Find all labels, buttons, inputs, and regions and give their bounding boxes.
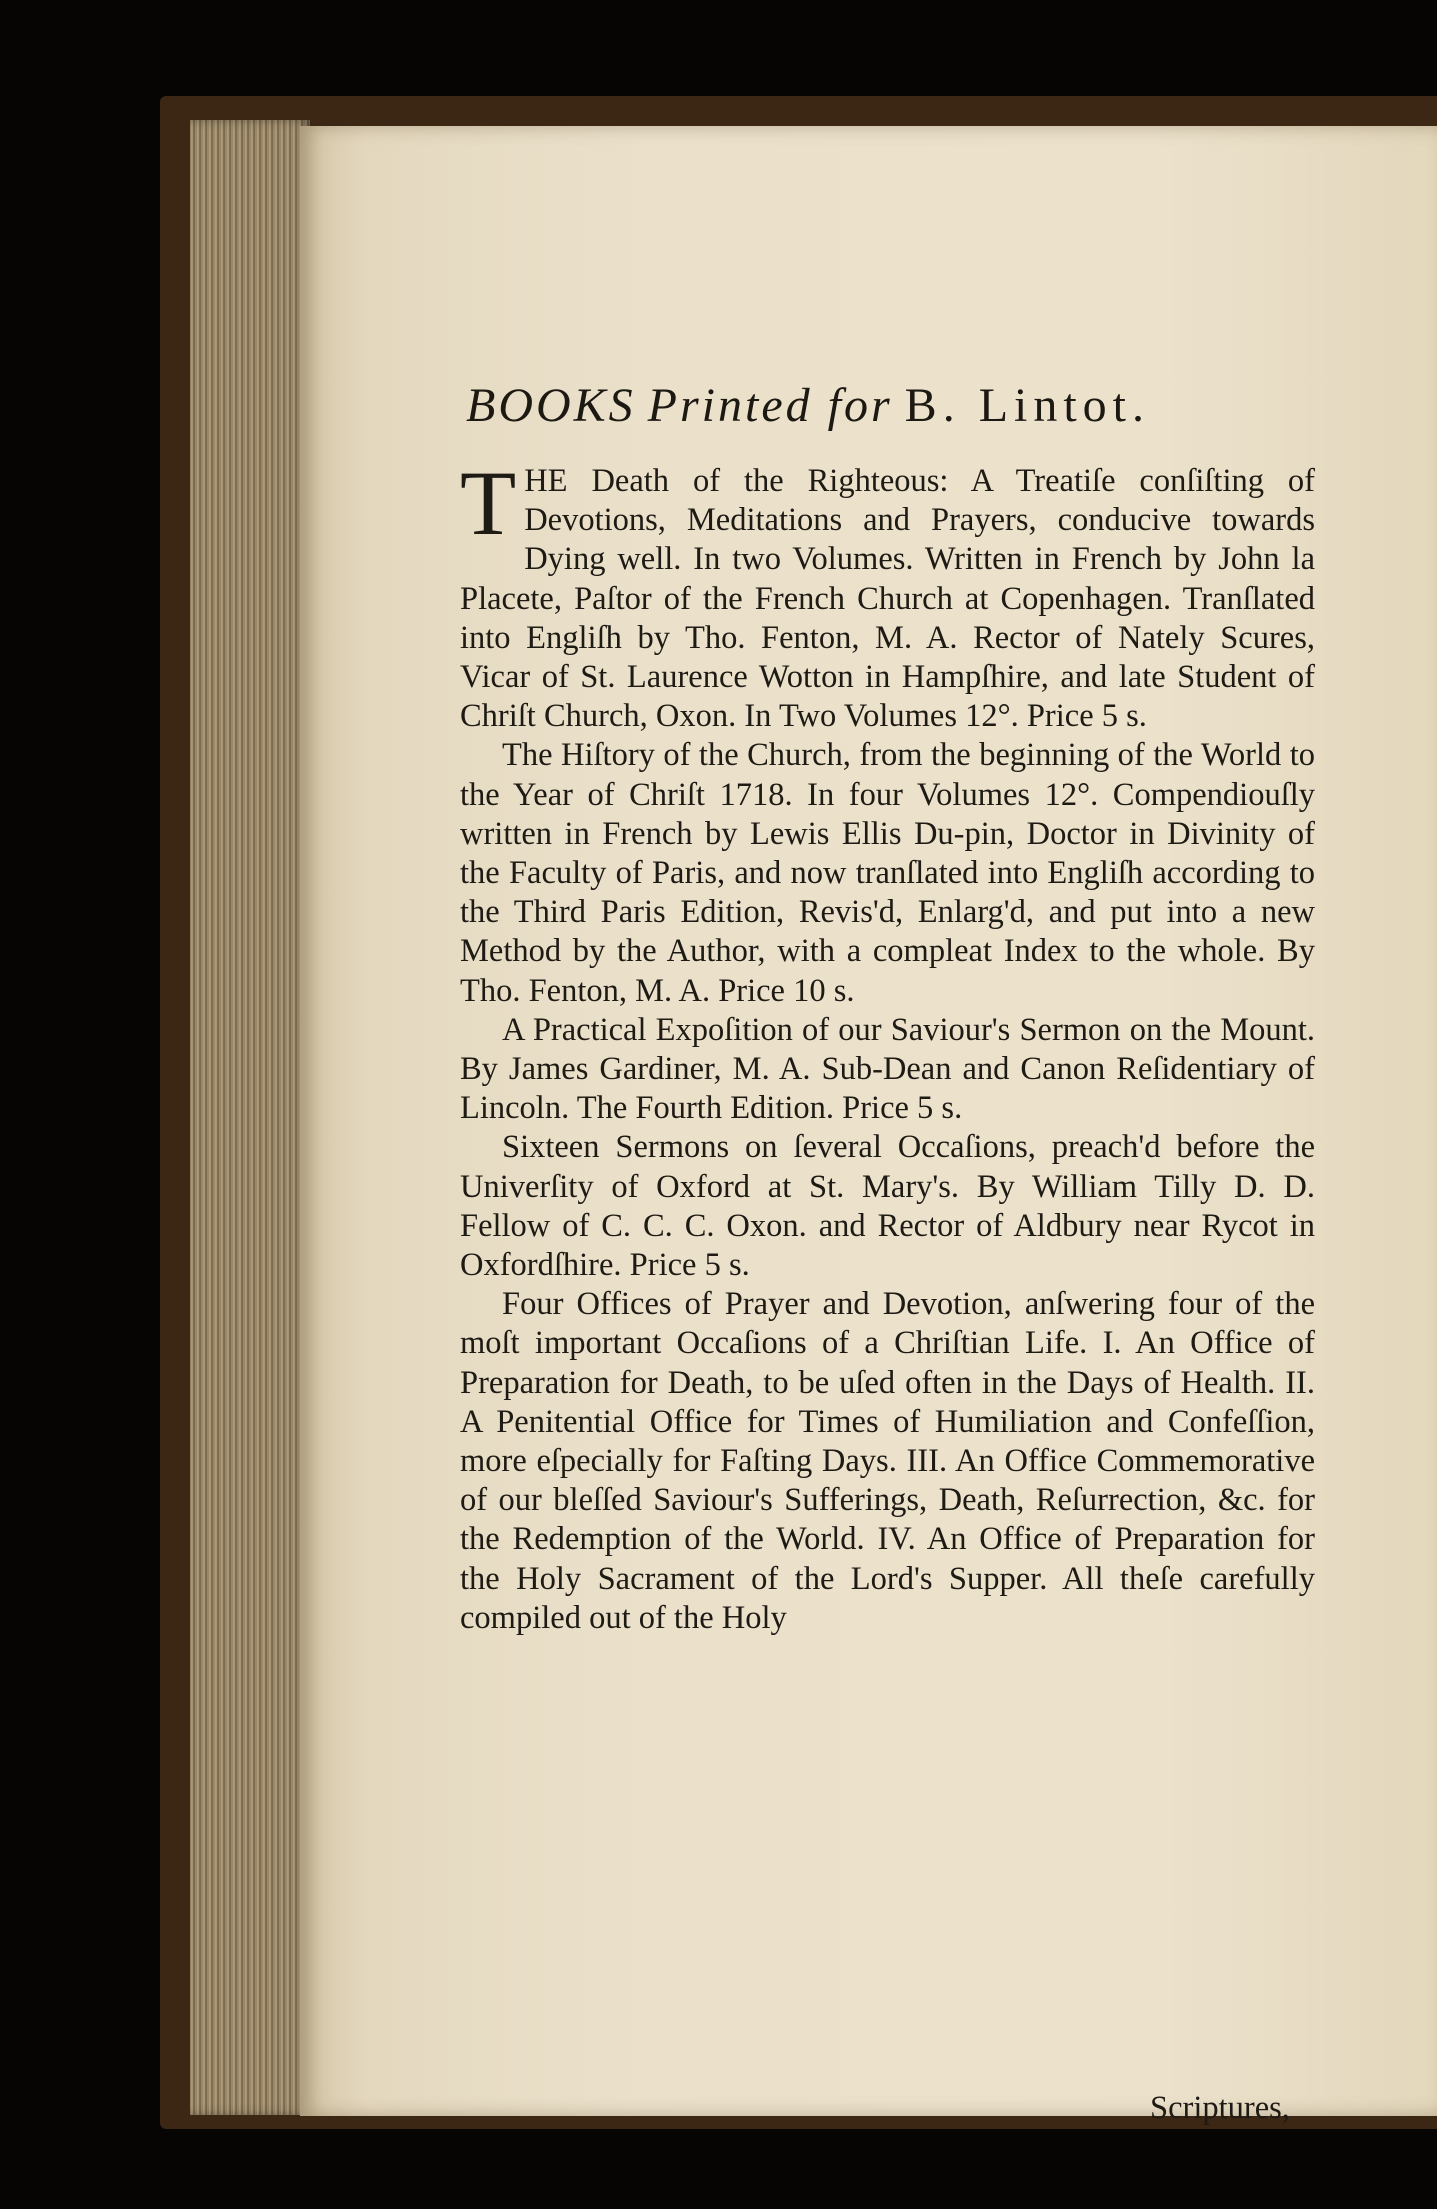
page-title xyxy=(466,378,1356,438)
list-item xyxy=(460,1011,1315,1129)
entry-text: Sixteen Sermons on ſeveral Occaſions, preach'd before the Univerſity of Oxford at St. Mary's. By William Tilly D. D. Fellow of C. C. C. Oxon. and Rector of Aldbury near Rycot in Oxfordſhire. Price 5 s. xyxy=(460,1129,1315,1284)
drop-cap: T xyxy=(460,452,517,554)
list-item xyxy=(460,736,1315,1010)
entry-text: The Hiſtory of the Church, from the beginning of the World to the Year of Chriſt 1718. In four Volumes 12°. Compendiouſly written in French by Lewis Ellis Du-pin, Doctor in Divinity of the Faculty of Paris, and now tranſlated into Engliſh according to the Third Paris Edition, Revis'd, Enlarg'd, and put into a new Method by the Author, with a compleat Index to the whole. By Tho. Fenton, M. A. Price 10 s. xyxy=(460,737,1315,1009)
book-list xyxy=(460,452,1315,1638)
title-books: BOOKS xyxy=(466,379,636,432)
list-item xyxy=(460,1285,1315,1638)
list-item xyxy=(460,452,1315,736)
entry-text: HE Death of the Righteous: A Treatiſe conſiſting of Devotions, Meditations and Prayers, conducive towards Dying well. In two Volumes. Written in French by John la Placete, Paſtor of the French Church at Copenhagen. Tranſlated into Engliſh by Tho. Fenton, M. A. Rector of Nately Scures, Vicar of St. Laurence Wotton in Hampſhire, and late Student of Chriſt Church, Oxon. In Two Volumes 12°. Price 5 s. xyxy=(460,463,1315,735)
entry-text: Four Offices of Prayer and Devotion, anſwering four of the moſt important Occaſions of a Chriſtian Life. I. An Office of Preparation for Death, to be uſed often in the Days of Health. II. A Penitential Office for Times of Humiliation and Confeſſion, more eſpecially for Faſting Days. III. An Office Commemorative of our bleſſed Saviour's Sufferings, Death, Reſurrection, &c. for the Redemption of the World. IV. An Office of Preparation for the Holy Sacrament of the Lord's Supper. All theſe carefully compiled out of the Holy xyxy=(460,1286,1315,1636)
catchword: Scriptures, xyxy=(1150,2090,1290,2126)
title-publisher: B. Lintot. xyxy=(904,379,1151,432)
list-item xyxy=(460,1128,1315,1285)
title-printed-for: Printed for xyxy=(647,379,893,432)
entry-text: A Practical Expoſition of our Saviour's Sermon on the Mount. By James Gardiner, M. A. Sub-Dean and Canon Reſidentiary of Lincoln. The Fourth Edition. Price 5 s. xyxy=(460,1011,1315,1127)
page-edges xyxy=(190,120,310,2115)
